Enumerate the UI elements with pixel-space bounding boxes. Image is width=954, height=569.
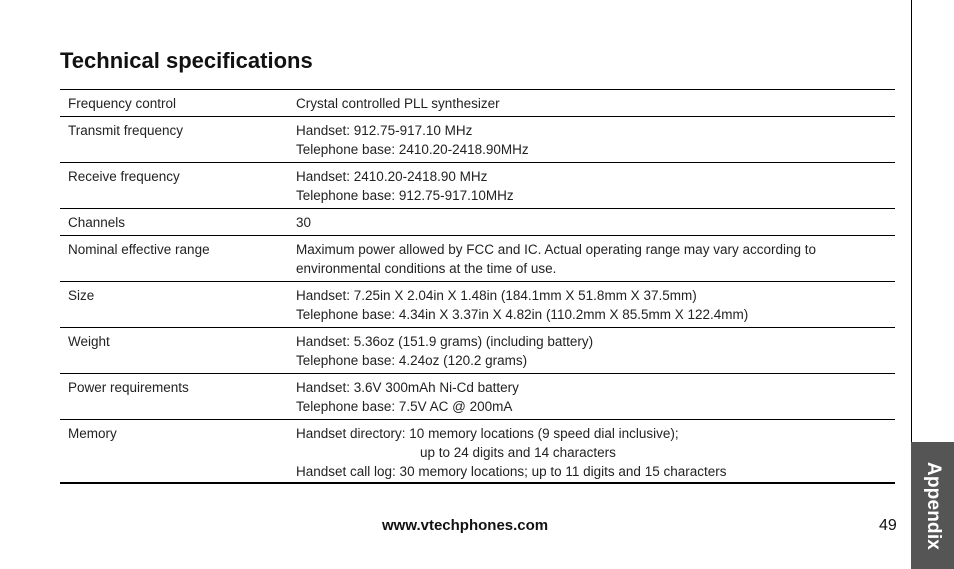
spec-label: Nominal effective range (60, 236, 296, 282)
spec-label: Power requirements (60, 374, 296, 420)
spec-value-line: Handset call log: 30 memory locations; up to 11 digits and 15 characters (296, 464, 727, 479)
spec-value (296, 209, 895, 236)
spec-value-line: Telephone base: 7.5V AC @ 200mA (296, 399, 513, 414)
spec-value-line: Handset: 912.75-917.10 MHz (296, 123, 473, 138)
spec-label: Channels (60, 209, 296, 236)
spec-label: Weight (60, 328, 296, 374)
table-row (60, 374, 895, 420)
table-row (60, 90, 895, 117)
table-row (60, 236, 895, 282)
spec-value (296, 163, 895, 209)
spec-value-line: Handset: 7.25in X 2.04in X 1.48in (184.1mm X 51.8mm X 37.5mm) (296, 288, 697, 303)
page-title: Technical specifications (60, 48, 313, 73)
spec-value-line: up to 24 digits and 14 characters (420, 445, 616, 460)
table-row (60, 282, 895, 328)
spec-value (296, 90, 895, 117)
spec-value-line: Telephone base: 4.34in X 3.37in X 4.82in (110.2mm X 85.5mm X 122.4mm) (296, 307, 749, 322)
spec-label: Frequency control (60, 90, 296, 117)
spec-value-line: Handset: 2410.20-2418.90 MHz (296, 169, 488, 184)
specifications-table (60, 89, 895, 484)
spec-label: Receive frequency (60, 163, 296, 209)
spec-value (296, 117, 895, 163)
page-number: 49 (879, 517, 897, 534)
footer-website-url: www.vtechphones.com (382, 517, 549, 534)
appendix-side-tab (911, 442, 954, 569)
spec-value-line: Telephone base: 4.24oz (120.2 grams) (296, 353, 528, 368)
table-row (60, 117, 895, 163)
side-divider-line (911, 0, 912, 442)
spec-label: Memory (60, 420, 296, 484)
spec-value-line: Telephone base: 912.75-917.10MHz (296, 188, 514, 203)
spec-value (296, 374, 895, 420)
table-row (60, 420, 895, 484)
spec-value (296, 282, 895, 328)
table-row (60, 209, 895, 236)
spec-label: Size (60, 282, 296, 328)
spec-value-line: Handset: 3.6V 300mAh Ni-Cd battery (296, 380, 519, 395)
spec-value-line: environmental conditions at the time of use. (296, 261, 557, 276)
spec-value (296, 420, 895, 484)
table-row (60, 328, 895, 374)
spec-value-line: Crystal controlled PLL synthesizer (296, 96, 500, 111)
spec-value (296, 328, 895, 374)
spec-value-line: Handset: 5.36oz (151.9 grams) (including battery) (296, 334, 594, 349)
spec-value-line: Telephone base: 2410.20-2418.90MHz (296, 142, 529, 157)
table-row (60, 163, 895, 209)
appendix-tab-label: Appendix (922, 461, 944, 550)
spec-value (296, 236, 895, 282)
spec-label: Transmit frequency (60, 117, 296, 163)
spec-value-line: Handset directory: 10 memory locations (9 speed dial inclusive); (296, 426, 679, 441)
spec-value-line: Maximum power allowed by FCC and IC. Actual operating range may vary according to (296, 242, 816, 257)
spec-value-line: 30 (296, 215, 312, 230)
